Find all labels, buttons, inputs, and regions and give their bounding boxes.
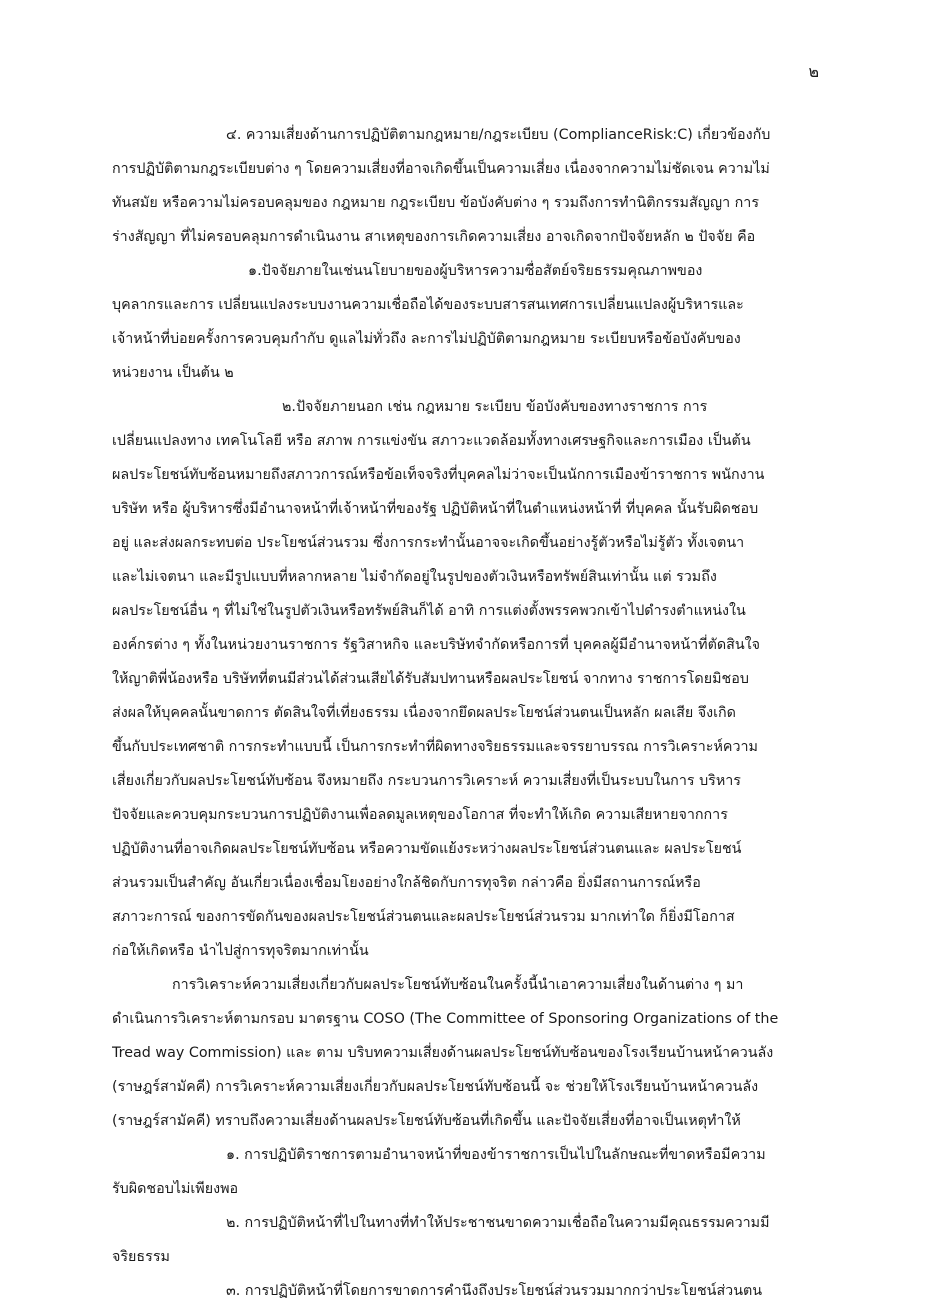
- text-line: ร่างสัญญา ที่ไม่ครอบคลุมการดำเนินงาน สาเหตุของการเกิดความเสี่ยง อาจเกิดจากปัจจัยหลัก ๒ ปัจจัย คือ: [112, 229, 756, 245]
- text-line: การปฏิบัติตามกฎระเบียบต่าง ๆ โดยความเสี่ยงที่อาจเกิดขึ้นเป็นความเสี่ยง เนื่องจากความไม่ชัดเจน ความไม่: [112, 161, 770, 177]
- text-line: บริษัท หรือ ผู้บริหารซึ่งมีอำนาจหน้าที่เจ้าหน้าที่ของรัฐ ปฏิบัติหน้าที่ในตำแหน่งหน้าที่ ที่บุคคล นั้นรับผิดชอบ: [112, 501, 759, 517]
- text-line: ๒. การปฏิบัติหน้าที่ไปในทางที่ทำให้ประชาชนขาดความเชื่อถือในความมีคุณธรรมความมี: [226, 1215, 770, 1231]
- text-line: ขึ้นกับประเทศชาติ การกระทำแบบนี้ เป็นการกระทำที่ผิดทางจริยธรรมและจรรยาบรรณ การวิเคราะห์ความ: [112, 739, 758, 755]
- text-line: อยู่ และส่งผลกระทบต่อ ประโยชน์ส่วนรวม ซึ่งการกระทำนั้นอาจจะเกิดขึ้นอย่างรู้ตัวหรือไม่รู้ตัว ทั้งเจตนา: [112, 535, 745, 551]
- text-line: ปฏิบัติงานที่อาจเกิดผลประโยชน์ทับซ้อน หรือความขัดแย้งระหว่างผลประโยชน์ส่วนตนและ ผลประโยชน์: [112, 841, 742, 857]
- text-line: ทันสมัย หรือความไม่ครอบคลุมของ กฎหมาย กฎระเบียบ ข้อบังคับต่าง ๆ รวมถึงการทำนิติกรรมสัญญา การ: [112, 195, 760, 211]
- text-line: เจ้าหน้าที่บ่อยครั้งการควบคุมกำกับ ดูแลไม่ทั่วถึง ละการไม่ปฏิบัติตามกฎหมาย ระเบียบหรือข้อบังคับของ: [112, 331, 741, 347]
- text-line: จริยธรรม: [112, 1249, 170, 1265]
- text-line: สภาวะการณ์ ของการขัดกันของผลประโยชน์ส่วนตนและผลประโยชน์ส่วนรวม มากเท่าใด ก็ยิ่งมีโอกาส: [112, 909, 735, 925]
- text-line: ปัจจัยและควบคุมกระบวนการปฏิบัติงานเพื่อลดมูลเหตุของโอกาส ที่จะทำให้เกิด ความเสียหายจากการ: [112, 807, 728, 823]
- text-line: ก่อให้เกิดหรือ นำไปสู่การทุจริตมากเท่านั้น: [112, 943, 369, 959]
- text-line: (ราษฎร์สามัคคี) การวิเคราะห์ความเสี่ยงเกี่ยวกับผลประโยชน์ทับซ้อนนี้ จะ ช่วยให้โรงเรียนบ้านหน้าควนลัง: [112, 1079, 759, 1095]
- text-line: เปลี่ยนแปลงทาง เทคโนโลยี หรือ สภาพ การแข่งขัน สภาวะแวดล้อมทั้งทางเศรษฐกิจและการเมือง เป็นต้น: [112, 433, 751, 449]
- document-body: [112, 118, 818, 1308]
- text-line: รับผิดชอบไม่เพียงพอ: [112, 1181, 239, 1197]
- text-line: ๑.ปัจจัยภายในเช่นนโยบายของผู้บริหารความซื่อสัตย์จริยธรรมคุณภาพของ: [248, 263, 703, 279]
- text-line: หน่วยงาน เป็นต้น ๒: [112, 365, 234, 381]
- text-line: ผลประโยชน์อื่น ๆ ที่ไม่ใช่ในรูปตัวเงินหรือทรัพย์สินก็ได้ อาทิ การแต่งตั้งพรรคพวกเข้าไปดำรงตำแหน่งใน: [112, 603, 746, 619]
- text-line: และไม่เจตนา และมีรูปแบบที่หลากหลาย ไม่จำกัดอยู่ในรูปของตัวเงินหรือทรัพย์สินเท่านั้น แต่ รวมถึง: [112, 569, 717, 585]
- text-line: องค์กรต่าง ๆ ทั้งในหน่วยงานราชการ รัฐวิสาหกิจ และบริษัทจำกัดหรือการที่ บุคคลผู้มีอำนาจหน้าที่ตัดสินใจ: [112, 637, 761, 653]
- text-line: ๒.ปัจจัยภายนอก เช่น กฎหมาย ระเบียบ ข้อบังคับของทางราชการ การ: [282, 399, 708, 415]
- text-line: ส่วนรวมเป็นสำคัญ อันเกี่ยวเนื่องเชื่อมโยงอย่างใกล้ชิดกับการทุจริต กล่าวคือ ยิ่งมีสถานการณ์หรือ: [112, 875, 701, 891]
- text-line: ส่งผลให้บุคคลนั้นขาดการ ตัดสินใจที่เที่ยงธรรม เนื่องจากยึดผลประโยชน์ส่วนตนเป็นหลัก ผลเสีย จึงเกิด: [112, 705, 736, 721]
- text-line: บุคลากรและการ เปลี่ยนแปลงระบบงานความเชื่อถือได้ของระบบสารสนเทศการเปลี่ยนแปลงผู้บริหารและ: [112, 297, 744, 313]
- text-line: ๔. ความเสี่ยงด้านการปฏิบัติตามกฎหมาย/กฎระเบียบ (ComplianceRisk:C) เกี่ยวข้องกับ: [226, 127, 771, 143]
- text-line: ให้ญาติพี่น้องหรือ บริษัทที่ตนมีส่วนได้ส่วนเสียได้รับสัมปทานหรือผลประโยชน์ จากทาง ราชการโดยมิชอบ: [112, 671, 749, 687]
- text-line: ผลประโยชน์ทับซ้อนหมายถึงสภาวการณ์หรือข้อเท็จจริงที่บุคคลไม่ว่าจะเป็นนักการเมืองข้าราชการ พนักงาน: [112, 467, 765, 483]
- text-line: เสี่ยงเกี่ยวกับผลประโยชน์ทับซ้อน จึงหมายถึง กระบวนการวิเคราะห์ ความเสี่ยงที่เป็นระบบในการ บริหาร: [112, 773, 741, 789]
- text-line: Tread way Commission) และ ตาม บริบทความเสี่ยงด้านผลประโยชน์ทับซ้อนของโรงเรียนบ้านหน้าควนลัง: [112, 1045, 774, 1061]
- text-line: ๓. การปฏิบัติหน้าที่โดยการขาดการคำนึงถึงประโยชน์ส่วนรวมมากกว่าประโยชน์ส่วนตน: [226, 1283, 763, 1299]
- text-line: การวิเคราะห์ความเสี่ยงเกี่ยวกับผลประโยชน์ทับซ้อนในครั้งนี้นำเอาความเสี่ยงในด้านต่าง ๆ มา: [172, 977, 744, 993]
- text-line: (ราษฎร์สามัคคี) ทราบถึงความเสี่ยงด้านผลประโยชน์ทับซ้อนที่เกิดขึ้น และปัจจัยเสี่ยงที่อาจเป็นเหตุทำให้: [112, 1113, 741, 1129]
- text-line: ดำเนินการวิเคราะห์ตามกรอบ มาตรฐาน COSO (The Committee of Sponsoring Organizations of the: [112, 1011, 779, 1027]
- text-line: ๑. การปฏิบัติราชการตามอำนาจหน้าที่ของข้าราชการเป็นไปในลักษณะที่ขาดหรือมีความ: [226, 1147, 766, 1163]
- page-number: ๒: [808, 62, 819, 81]
